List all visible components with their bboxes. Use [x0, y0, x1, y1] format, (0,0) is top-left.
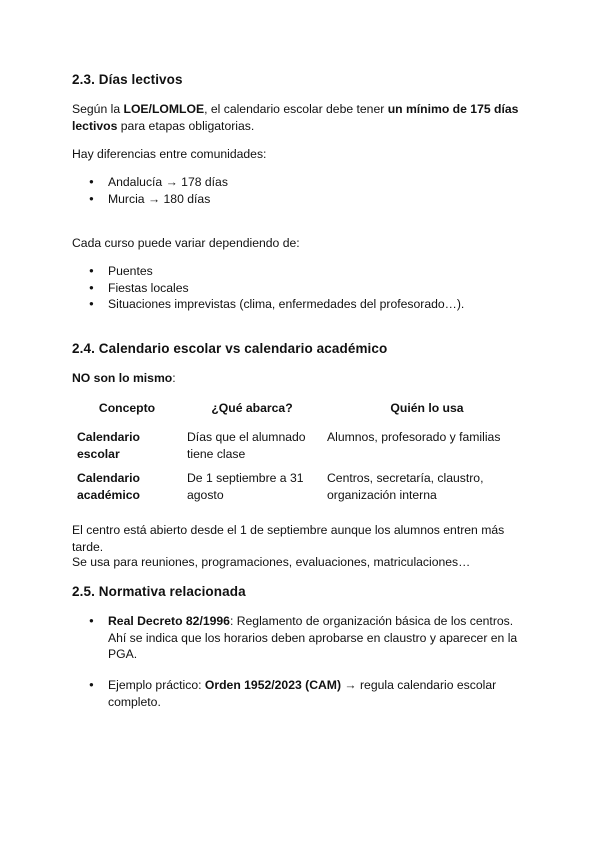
heading-normativa: 2.5. Normativa relacionada — [72, 584, 246, 599]
bold-no-son: NO son lo mismo — [72, 371, 173, 385]
paragraph-no-son-lo-mismo — [72, 370, 176, 387]
table-header-row — [72, 400, 532, 430]
heading-calendario-vs: 2.4. Calendario escolar vs calendario académico — [72, 341, 388, 356]
text-segment: para etapas obligatorias. — [117, 118, 255, 133]
paragraph-variar: Cada curso puede variar dependiendo de: — [72, 236, 300, 250]
list-factores — [72, 263, 532, 313]
comparison-table — [72, 400, 532, 510]
text-segment: , el calendario escolar debe tener — [204, 102, 388, 116]
text-segment: : — [172, 371, 176, 385]
list-normativa-1 — [72, 613, 524, 663]
table-header-cell: Quién lo usa — [390, 401, 464, 415]
bold-real-decreto: Real Decreto 82/1996 — [108, 614, 230, 628]
table-cell: Centros, secretaría, claustro, organización interna — [327, 471, 484, 502]
list-item: ● Fiestas locales — [72, 280, 532, 297]
text-segment: Ejemplo práctico: — [108, 678, 205, 692]
list-normativa-2 — [72, 677, 524, 710]
list-item: ● Situaciones imprevistas (clima, enfermedades del profesorado…). — [72, 296, 532, 313]
bold-law-name: LOE/LOMLOE — [123, 102, 205, 116]
table-cell: Días que el alumnado tiene clase — [187, 430, 306, 461]
list-item — [72, 613, 524, 663]
paragraph-se-usa-para: Se usa para reuniones, programaciones, evaluaciones, matriculaciones… — [72, 555, 471, 569]
table-cell: Alumnos, profesorado y familias — [327, 430, 501, 444]
table-cell: Calendario académico — [77, 471, 141, 502]
bold-orden: Orden 1952/2023 (CAM) — [204, 678, 342, 692]
list-item: ● Andalucía → 178 días — [72, 174, 532, 191]
list-item: ● Murcia → 180 días — [72, 191, 532, 208]
list-item — [72, 677, 524, 710]
text-segment: : Reglamento de organización básica de los centros. Ahí se indica que los horarios deben aprobarse en claustro y aparecer en la PGA. — [108, 614, 518, 661]
list-item: ● Puentes — [72, 263, 532, 280]
text-segment: → regula calendario escolar completo. — [108, 678, 497, 709]
paragraph-centro-abierto: El centro está abierto desde el 1 de septiembre aunque los alumnos entren más tarde. — [72, 523, 505, 554]
table-header-cell: ¿Qué abarca? — [211, 401, 293, 415]
paragraph-diferencias: Hay diferencias entre comunidades: — [72, 147, 267, 161]
table-cell: De 1 septiembre a 31 agosto — [187, 471, 304, 502]
table-header-cell: Concepto — [98, 401, 156, 415]
paragraph-loe-lomloe — [72, 101, 532, 134]
table-row — [72, 470, 532, 510]
heading-dias-lectivos: 2.3. Días lectivos — [72, 72, 183, 87]
table-cell: Calendario escolar — [77, 430, 140, 461]
bold-min-days: un mínimo de 175 días lectivos — [72, 102, 519, 133]
table-row — [72, 429, 532, 469]
text-segment: Según la — [72, 102, 124, 116]
list-comunidades — [72, 174, 532, 207]
